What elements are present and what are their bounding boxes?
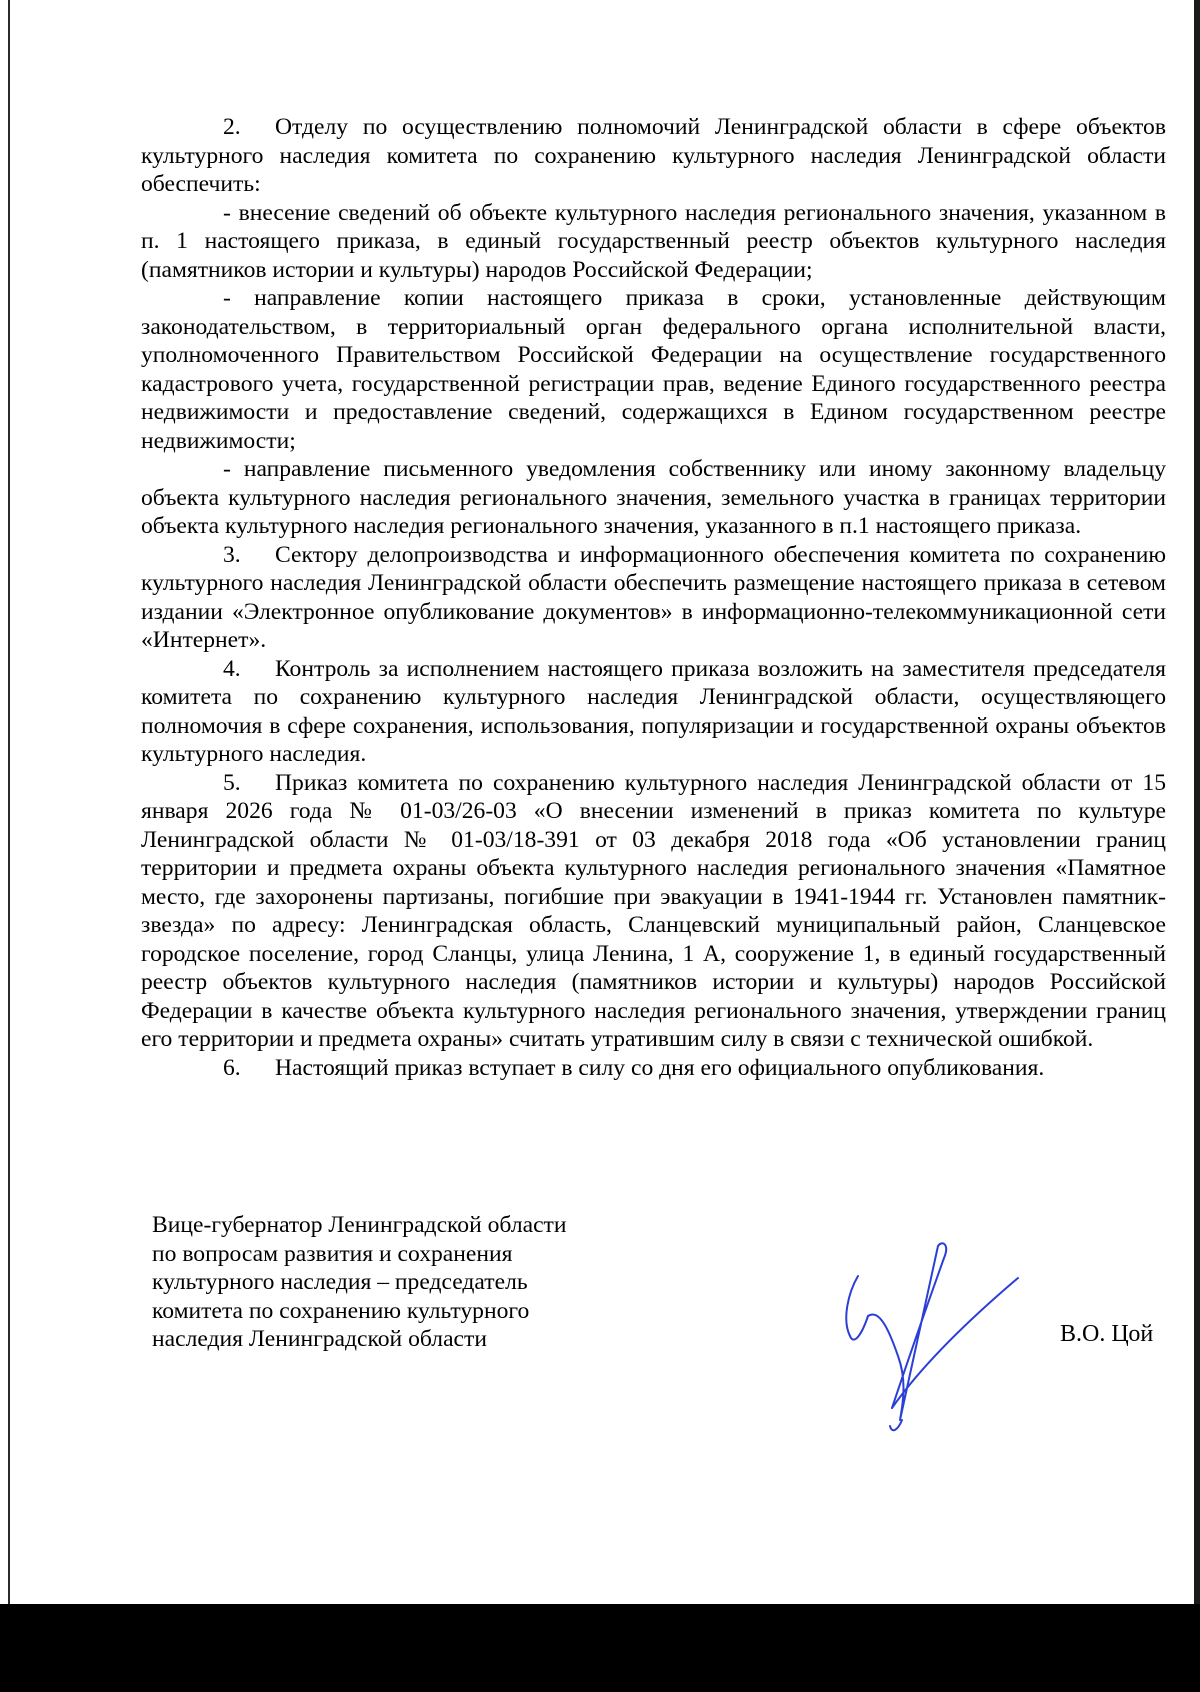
paragraph-text: - направление письменного уведомления собственнику или иному законному владельцу объекта культурного наследия регионального значения, земельного участка в границах территории объекта культурного наследия регионального значения, указанного в п.1 настоящего приказа. [141, 456, 1166, 539]
signatory-line: наследия Ленинградской области [152, 1326, 487, 1352]
signature-stroke-hook [890, 1420, 902, 1430]
paragraph-text: - направление копии настоящего приказа в сроки, установленные действующим законодательством, в территориальный орган федерального органа исполнительной власти, уполномоченного Правительством Российской Федерации на осуществление государственного кадастрового учета, государственной регистрации прав, ведение Единого государственного реестра недвижимости и предоставление сведений, содержащихся в Едином государственном реестре недвижимости; [141, 285, 1166, 454]
paragraph-text: Настоящий приказ вступает в силу со дня его официального опубликования. [275, 1054, 1045, 1081]
paragraph-4 [141, 655, 1166, 769]
handwritten-signature [840, 1238, 1040, 1438]
paragraph-number: 4. [223, 655, 241, 682]
paragraph-3 [141, 541, 1166, 655]
paragraph-6 [141, 1054, 1166, 1083]
scan-left-edge [8, 0, 10, 1604]
paragraph-number: 5. [223, 769, 241, 796]
paragraph-2-item-3 [141, 455, 1166, 541]
paragraph-number: 2. [223, 114, 241, 140]
signatory-line: по вопросам развития и сохранения [152, 1240, 513, 1267]
paragraph-number: 6. [223, 1054, 241, 1081]
signatory-line: культурного наследия – председатель [152, 1269, 528, 1295]
paragraph-text: Приказ комитета по сохранению культурного наследия Ленинградской области от 15 января 2026 года № 01-03/26-03 «О внесении изменений в приказ комитета по культуре Ленинградской области № 01-03/18-391 от 03 декабря 2018 года «Об установлении границ территории и предмета охраны объекта культурного наследия регионального значения «Памятное место, где захоронены партизаны, погибшие при эвакуации в 1941-1944 гг. Установлен памятник-звезда» по адресу: Ленинградская область, Сланцевский муниципальный район, Сланцевское городское поселение, город Сланцы, улица Ленина, 1 А, сооружение 1, в единый государственный реестр объектов культурного наследия (памятников истории и культуры) народов Российской Федерации в качестве объекта культурного наследия регионального значения, утверждении границ его территории и предмета охраны» считать утратившим силу в связи с технической ошибкой. [141, 769, 1166, 1052]
paragraph-2-item-1 [141, 199, 1166, 285]
paragraph-text: Контроль за исполнением настоящего приказа возложить на заместителя председателя комитета по сохранению культурного наследия Ленинградской области, осуществляющего полномочия в сфере сохранения, использования, популяризации и государственной охраны объектов культурного наследия. [141, 655, 1166, 767]
signature-stroke-tail [892, 1278, 1018, 1408]
signature-stroke-main [868, 1243, 946, 1420]
paragraph-number: 3. [223, 541, 241, 568]
paragraph-2 [141, 113, 1166, 199]
document-body [141, 113, 1166, 1082]
paragraph-2-item-2 [141, 284, 1166, 455]
scan-right-edge [1194, 0, 1200, 1604]
paragraph-5 [141, 769, 1166, 1054]
scan-bottom-band [0, 1604, 1200, 1692]
signatory-line: Вице-губернатор Ленинградской области [152, 1212, 567, 1238]
signer-name: В.О. Цой [1060, 1321, 1154, 1347]
paragraph-text: Отделу по осуществлению полномочий Ленинградской области в сфере объектов культурного наследия комитета по сохранению культурного наследия Ленинградской области обеспечить: [141, 114, 1166, 197]
signatory-title [152, 1211, 652, 1354]
signatory-line: комитета по сохранению культурного [152, 1297, 530, 1324]
paragraph-text: - внесение сведений об объекте культурного наследия регионального значения, указанном в п. 1 настоящего приказа, в единый государственный реестр объектов культурного наследия (памятников истории и культуры) народов Российской Федерации; [141, 199, 1166, 283]
paragraph-text: Сектору делопроизводства и информационного обеспечения комитета по сохранению культурного наследия Ленинградской области обеспечить размещение настоящего приказа в сетевом издании «Электронное опубликование документов» в информационно-телекоммуникационной сети «Интернет». [141, 541, 1166, 653]
signature-stroke-loop [846, 1276, 868, 1340]
